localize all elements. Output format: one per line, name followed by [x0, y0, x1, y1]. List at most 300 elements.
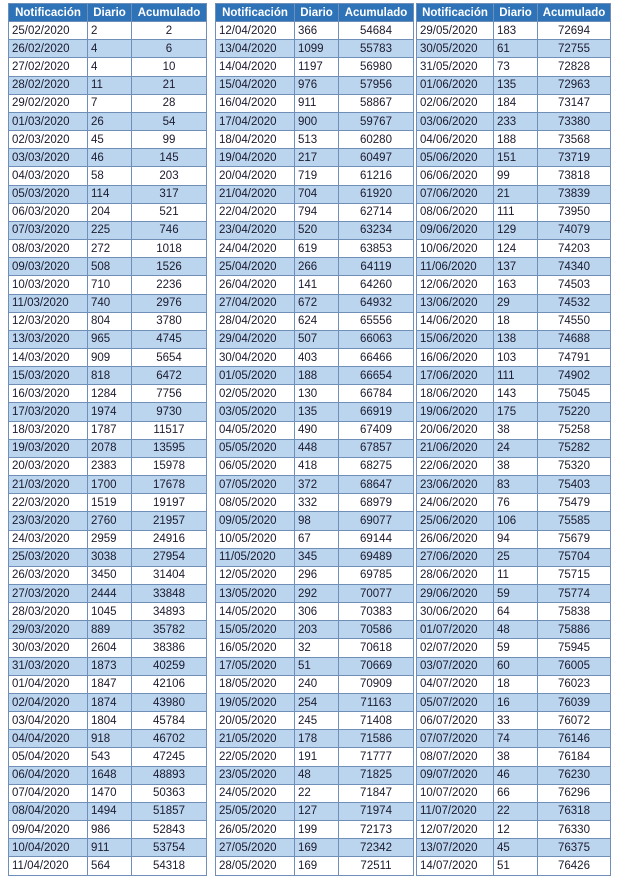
date-cell: 09/06/2020: [417, 221, 494, 239]
daily-cell: 18: [494, 675, 538, 693]
date-cell: 26/05/2020: [216, 821, 295, 839]
daily-cell: 508: [88, 258, 132, 276]
cumulative-cell: 75774: [538, 585, 611, 603]
daily-cell: 976: [295, 76, 339, 94]
table-row: [9, 748, 207, 766]
date-cell: 07/05/2020: [216, 476, 295, 494]
cumulative-cell: 64932: [339, 294, 414, 312]
header-diario: Diario: [88, 4, 132, 22]
date-cell: 29/02/2020: [9, 94, 88, 112]
table-row: [9, 330, 207, 348]
cumulative-cell: 68647: [339, 476, 414, 494]
table-row: [9, 367, 207, 385]
date-cell: 25/04/2020: [216, 258, 295, 276]
table-row: [216, 639, 414, 657]
date-cell: 03/07/2020: [417, 657, 494, 675]
daily-cell: 58: [88, 167, 132, 185]
cumulative-cell: 76184: [538, 748, 611, 766]
daily-cell: 12: [494, 821, 538, 839]
table-row: [417, 421, 611, 439]
table-row: [216, 621, 414, 639]
cumulative-cell: 72342: [339, 839, 414, 857]
table-row: [417, 185, 611, 203]
daily-cell: 909: [88, 348, 132, 366]
data-tables: [8, 3, 632, 872]
date-cell: 20/05/2020: [216, 712, 295, 730]
table-row: [417, 548, 611, 566]
date-cell: 02/06/2020: [417, 94, 494, 112]
table-row: [417, 675, 611, 693]
table-row: [216, 330, 414, 348]
cumulative-cell: 99: [132, 131, 207, 149]
cumulative-cell: 21957: [132, 512, 207, 530]
table-row: [216, 530, 414, 548]
cumulative-cell: 9730: [132, 403, 207, 421]
date-cell: 09/07/2020: [417, 766, 494, 784]
daily-cell: 111: [494, 203, 538, 221]
cumulative-cell: 71163: [339, 693, 414, 711]
daily-cell: 1197: [295, 58, 339, 76]
table-row: [216, 512, 414, 530]
table-row: [417, 512, 611, 530]
date-cell: 08/05/2020: [216, 494, 295, 512]
date-cell: 10/05/2020: [216, 530, 295, 548]
table-row: [9, 512, 207, 530]
table-row: [417, 403, 611, 421]
date-cell: 01/06/2020: [417, 76, 494, 94]
date-cell: 17/05/2020: [216, 657, 295, 675]
daily-cell: 719: [295, 167, 339, 185]
daily-cell: 624: [295, 312, 339, 330]
table-row: [9, 185, 207, 203]
table-row: [9, 240, 207, 258]
daily-cell: 67: [295, 530, 339, 548]
cumulative-cell: 75945: [538, 639, 611, 657]
cumulative-cell: 72963: [538, 76, 611, 94]
cumulative-cell: 61920: [339, 185, 414, 203]
table-row: [417, 730, 611, 748]
daily-cell: 1700: [88, 476, 132, 494]
cumulative-cell: 1018: [132, 240, 207, 258]
cumulative-cell: 48893: [132, 766, 207, 784]
header-acumulado: Acumulado: [538, 4, 611, 22]
daily-cell: 1648: [88, 766, 132, 784]
date-cell: 03/06/2020: [417, 112, 494, 130]
daily-cell: 178: [295, 730, 339, 748]
cumulative-cell: 62714: [339, 203, 414, 221]
daily-cell: 199: [295, 821, 339, 839]
cumulative-cell: 15978: [132, 457, 207, 475]
cumulative-cell: 64119: [339, 258, 414, 276]
daily-cell: 38: [494, 457, 538, 475]
table-row: [216, 675, 414, 693]
date-cell: 28/05/2020: [216, 857, 295, 875]
table-row: [216, 421, 414, 439]
cumulative-cell: 11517: [132, 421, 207, 439]
cumulative-cell: 70909: [339, 675, 414, 693]
daily-cell: 1874: [88, 693, 132, 711]
date-cell: 01/07/2020: [417, 621, 494, 639]
table-row: [216, 585, 414, 603]
cumulative-cell: 145: [132, 149, 207, 167]
table-row: [9, 530, 207, 548]
daily-cell: 403: [295, 348, 339, 366]
table-row: [216, 276, 414, 294]
daily-cell: 965: [88, 330, 132, 348]
cumulative-cell: 66654: [339, 367, 414, 385]
cumulative-cell: 10: [132, 58, 207, 76]
date-cell: 19/03/2020: [9, 439, 88, 457]
date-cell: 02/04/2020: [9, 693, 88, 711]
date-cell: 28/03/2020: [9, 603, 88, 621]
cumulative-cell: 45784: [132, 712, 207, 730]
daily-cell: 1099: [295, 40, 339, 58]
date-cell: 06/05/2020: [216, 457, 295, 475]
date-cell: 14/07/2020: [417, 857, 494, 875]
cumulative-cell: 75704: [538, 548, 611, 566]
daily-cell: 103: [494, 348, 538, 366]
table-row: [9, 476, 207, 494]
date-cell: 23/05/2020: [216, 766, 295, 784]
date-cell: 26/03/2020: [9, 566, 88, 584]
daily-cell: 366: [295, 22, 339, 40]
date-cell: 06/04/2020: [9, 766, 88, 784]
table-row: [216, 748, 414, 766]
cumulative-cell: 2236: [132, 276, 207, 294]
date-cell: 13/05/2020: [216, 585, 295, 603]
date-cell: 29/05/2020: [417, 22, 494, 40]
date-cell: 14/03/2020: [9, 348, 88, 366]
cumulative-cell: 69785: [339, 566, 414, 584]
table-row: [216, 367, 414, 385]
cumulative-cell: 76023: [538, 675, 611, 693]
table-row: [216, 784, 414, 802]
table-row: [417, 457, 611, 475]
cumulative-cell: 75220: [538, 403, 611, 421]
cumulative-cell: 70586: [339, 621, 414, 639]
daily-cell: 135: [295, 403, 339, 421]
cumulative-cell: 71974: [339, 802, 414, 820]
date-cell: 11/05/2020: [216, 548, 295, 566]
cumulative-cell: 57956: [339, 76, 414, 94]
table-row: [417, 330, 611, 348]
cumulative-cell: 75258: [538, 421, 611, 439]
table-row: [9, 457, 207, 475]
date-cell: 03/03/2020: [9, 149, 88, 167]
cumulative-cell: 53754: [132, 839, 207, 857]
daily-cell: 448: [295, 439, 339, 457]
cumulative-cell: 54318: [132, 857, 207, 875]
table-row: [9, 439, 207, 457]
cumulative-cell: 73147: [538, 94, 611, 112]
date-cell: 12/04/2020: [216, 22, 295, 40]
cumulative-cell: 55783: [339, 40, 414, 58]
date-cell: 31/03/2020: [9, 657, 88, 675]
cumulative-cell: 74550: [538, 312, 611, 330]
date-cell: 06/07/2020: [417, 712, 494, 730]
table-row: [216, 857, 414, 875]
cumulative-cell: 66063: [339, 330, 414, 348]
cumulative-cell: 73380: [538, 112, 611, 130]
cumulative-cell: 50363: [132, 784, 207, 802]
daily-cell: 513: [295, 131, 339, 149]
daily-cell: 127: [295, 802, 339, 820]
table-row: [9, 58, 207, 76]
table-row: [216, 221, 414, 239]
daily-cell: 59: [494, 585, 538, 603]
table-row: [216, 730, 414, 748]
daily-cell: 272: [88, 240, 132, 258]
table-row: [216, 766, 414, 784]
daily-cell: 38: [494, 748, 538, 766]
daily-cell: 1045: [88, 603, 132, 621]
daily-cell: 183: [494, 22, 538, 40]
date-cell: 11/07/2020: [417, 802, 494, 820]
daily-cell: 794: [295, 203, 339, 221]
cumulative-cell: 17678: [132, 476, 207, 494]
cumulative-cell: 73818: [538, 167, 611, 185]
date-cell: 25/03/2020: [9, 548, 88, 566]
daily-cell: 345: [295, 548, 339, 566]
daily-cell: 60: [494, 657, 538, 675]
date-cell: 26/06/2020: [417, 530, 494, 548]
daily-cell: 3450: [88, 566, 132, 584]
table-row: [9, 784, 207, 802]
date-cell: 28/04/2020: [216, 312, 295, 330]
table-row: [9, 149, 207, 167]
cumulative-cell: 56980: [339, 58, 414, 76]
date-cell: 05/04/2020: [9, 748, 88, 766]
daily-cell: 83: [494, 476, 538, 494]
cumulative-cell: 70077: [339, 585, 414, 603]
cumulative-cell: 74503: [538, 276, 611, 294]
table-row: [417, 385, 611, 403]
cumulative-cell: 71586: [339, 730, 414, 748]
daily-cell: 130: [295, 385, 339, 403]
header-notificacion: Notificación: [417, 4, 494, 22]
date-cell: 13/06/2020: [417, 294, 494, 312]
table-row: [216, 348, 414, 366]
table-row: [417, 603, 611, 621]
table-row: [417, 766, 611, 784]
date-cell: 13/04/2020: [216, 40, 295, 58]
cumulative-cell: 71825: [339, 766, 414, 784]
daily-cell: 710: [88, 276, 132, 294]
date-cell: 24/04/2020: [216, 240, 295, 258]
daily-cell: 98: [295, 512, 339, 530]
table-row: [417, 621, 611, 639]
daily-cell: 94: [494, 530, 538, 548]
daily-cell: 74: [494, 730, 538, 748]
table-row: [216, 712, 414, 730]
daily-cell: 292: [295, 585, 339, 603]
daily-cell: 46: [494, 766, 538, 784]
date-cell: 05/03/2020: [9, 185, 88, 203]
table-row: [216, 548, 414, 566]
daily-cell: 1494: [88, 802, 132, 820]
daily-cell: 2604: [88, 639, 132, 657]
daily-cell: 51: [494, 857, 538, 875]
date-cell: 08/04/2020: [9, 802, 88, 820]
table-row: [9, 294, 207, 312]
daily-cell: 266: [295, 258, 339, 276]
date-cell: 28/02/2020: [9, 76, 88, 94]
daily-cell: 141: [295, 276, 339, 294]
daily-cell: 46: [88, 149, 132, 167]
daily-cell: 138: [494, 330, 538, 348]
date-cell: 22/06/2020: [417, 457, 494, 475]
table-row: [216, 312, 414, 330]
table-row: [9, 730, 207, 748]
daily-cell: 2760: [88, 512, 132, 530]
table-row: [216, 494, 414, 512]
cumulative-cell: 76296: [538, 784, 611, 802]
table-row: [417, 712, 611, 730]
daily-cell: 21: [494, 185, 538, 203]
date-cell: 25/05/2020: [216, 802, 295, 820]
daily-cell: 18: [494, 312, 538, 330]
table-row: [417, 94, 611, 112]
date-cell: 08/03/2020: [9, 240, 88, 258]
cumulative-cell: 73950: [538, 203, 611, 221]
cumulative-cell: 75320: [538, 457, 611, 475]
date-cell: 21/06/2020: [417, 439, 494, 457]
table-row: [417, 348, 611, 366]
table-row: [417, 276, 611, 294]
daily-cell: 2: [88, 22, 132, 40]
date-cell: 03/05/2020: [216, 403, 295, 421]
cumulative-cell: 74340: [538, 258, 611, 276]
cumulative-cell: 19197: [132, 494, 207, 512]
date-cell: 14/04/2020: [216, 58, 295, 76]
table-row: [417, 821, 611, 839]
daily-cell: 188: [295, 367, 339, 385]
daily-cell: 818: [88, 367, 132, 385]
cumulative-cell: 63234: [339, 221, 414, 239]
date-cell: 30/03/2020: [9, 639, 88, 657]
date-cell: 19/04/2020: [216, 149, 295, 167]
date-cell: 04/03/2020: [9, 167, 88, 185]
cumulative-cell: 73719: [538, 149, 611, 167]
date-cell: 22/03/2020: [9, 494, 88, 512]
daily-cell: 306: [295, 603, 339, 621]
cumulative-cell: 75479: [538, 494, 611, 512]
table-row: [216, 439, 414, 457]
cumulative-cell: 6: [132, 40, 207, 58]
date-cell: 27/03/2020: [9, 585, 88, 603]
table-row: [9, 131, 207, 149]
table-row: [9, 403, 207, 421]
daily-cell: 45: [88, 131, 132, 149]
cumulative-cell: 76318: [538, 802, 611, 820]
daily-cell: 204: [88, 203, 132, 221]
table-row: [216, 76, 414, 94]
cumulative-cell: 68275: [339, 457, 414, 475]
cumulative-cell: 746: [132, 221, 207, 239]
date-cell: 17/04/2020: [216, 112, 295, 130]
cumulative-cell: 69077: [339, 512, 414, 530]
cumulative-cell: 4745: [132, 330, 207, 348]
cumulative-cell: 65556: [339, 312, 414, 330]
cumulative-cell: 203: [132, 167, 207, 185]
table-row: [216, 566, 414, 584]
table-row: [9, 603, 207, 621]
daily-cell: 163: [494, 276, 538, 294]
date-cell: 24/06/2020: [417, 494, 494, 512]
cumulative-cell: 40259: [132, 657, 207, 675]
cumulative-cell: 76039: [538, 693, 611, 711]
daily-cell: 986: [88, 821, 132, 839]
header-acumulado: Acumulado: [339, 4, 414, 22]
table-row: [216, 403, 414, 421]
table-row: [216, 131, 414, 149]
daily-cell: 3038: [88, 548, 132, 566]
daily-cell: 22: [494, 802, 538, 820]
date-cell: 22/04/2020: [216, 203, 295, 221]
table-row: [216, 657, 414, 675]
daily-cell: 1284: [88, 385, 132, 403]
cumulative-cell: 7756: [132, 385, 207, 403]
date-cell: 13/03/2020: [9, 330, 88, 348]
cumulative-cell: 317: [132, 185, 207, 203]
cumulative-cell: 70383: [339, 603, 414, 621]
daily-cell: 918: [88, 730, 132, 748]
table-row: [9, 585, 207, 603]
cumulative-cell: 60280: [339, 131, 414, 149]
daily-cell: 7: [88, 94, 132, 112]
table-row: [417, 639, 611, 657]
cumulative-cell: 70618: [339, 639, 414, 657]
cumulative-cell: 33848: [132, 585, 207, 603]
daily-cell: 1873: [88, 657, 132, 675]
daily-cell: 233: [494, 112, 538, 130]
table-row: [9, 94, 207, 112]
daily-cell: 332: [295, 494, 339, 512]
date-cell: 30/06/2020: [417, 603, 494, 621]
header-notificacion: Notificación: [9, 4, 88, 22]
date-cell: 09/03/2020: [9, 258, 88, 276]
daily-cell: 1974: [88, 403, 132, 421]
date-cell: 06/03/2020: [9, 203, 88, 221]
table-row: [417, 149, 611, 167]
daily-cell: 169: [295, 839, 339, 857]
daily-cell: 4: [88, 40, 132, 58]
cumulative-cell: 74791: [538, 348, 611, 366]
date-cell: 11/04/2020: [9, 857, 88, 875]
daily-cell: 4: [88, 58, 132, 76]
cumulative-cell: 60497: [339, 149, 414, 167]
date-cell: 05/05/2020: [216, 439, 295, 457]
date-cell: 20/06/2020: [417, 421, 494, 439]
date-cell: 29/04/2020: [216, 330, 295, 348]
table-row: [417, 693, 611, 711]
cumulative-cell: 66466: [339, 348, 414, 366]
date-cell: 18/04/2020: [216, 131, 295, 149]
table-row: [9, 821, 207, 839]
table-row: [9, 40, 207, 58]
daily-cell: 543: [88, 748, 132, 766]
table-row: [216, 693, 414, 711]
table-row: [417, 312, 611, 330]
table-row: [9, 712, 207, 730]
date-cell: 16/05/2020: [216, 639, 295, 657]
cumulative-cell: 76375: [538, 839, 611, 857]
date-cell: 21/03/2020: [9, 476, 88, 494]
daily-cell: 740: [88, 294, 132, 312]
daily-cell: 151: [494, 149, 538, 167]
table-row: [417, 839, 611, 857]
date-cell: 15/04/2020: [216, 76, 295, 94]
